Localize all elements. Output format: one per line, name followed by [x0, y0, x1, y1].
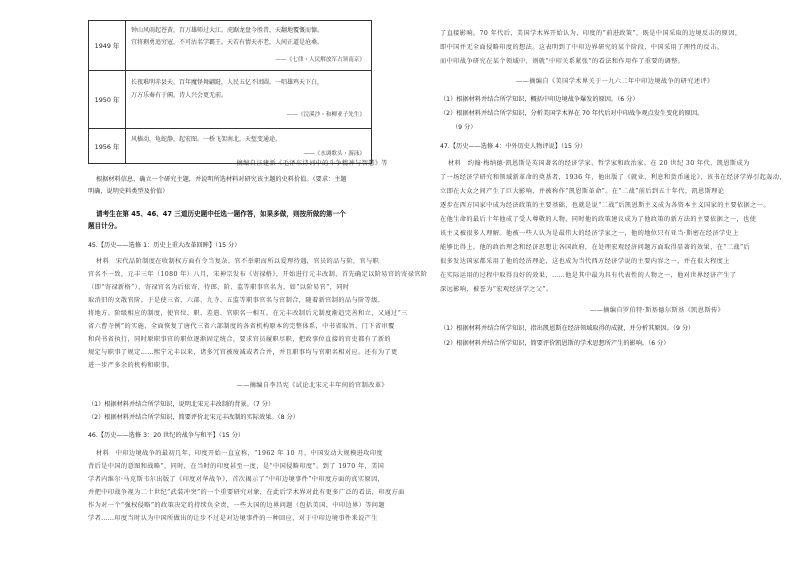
question-line: 根据材料信息，确立一个研究主题，并说明所选材料对研究该主题的史料价值。（要求：主题 [96, 176, 347, 183]
q47-material-line: 在实际运用的过程中取得良好的效果，……他是其中最为具有代表性的人物之一，他对世界经济产生了 [440, 272, 737, 279]
table-source: ——摘编自汪建新《毛泽东诗词中的斗争精神与智慧》等 [223, 160, 388, 167]
q46-material-line: 材料 中印边境战争的最初几年，印度开始一直宣称，“1962 年 10 月，中国发动大规模进攻印度 [96, 450, 384, 457]
q46-item: （9 分） [452, 124, 477, 131]
q45-material-line: 材料 宋代品阶制度在收制权方面有令当复杂。官不举职而所以爱理待遇，官员的品与阶，官与职 [96, 258, 380, 265]
q45-item: （2）根据材料并结合所学知识，简要评价北宋元丰改制的实际效果。（8 分） [88, 414, 299, 421]
q45-material-line: 规定与职事了规定……熙宁元丰以来，诸多冗官被废减或者合并，并且职事均与官职名相对应。还有为了更 [88, 349, 398, 356]
poem-table [88, 20, 372, 164]
q47-material-line: 材料 约翰·梅纳德·凯恩斯是英国著名的经济学家、哲学家和政治家。在 20 世纪 30 年代，凯恩斯成为 [448, 160, 750, 167]
q45-material-line: 取消旧的文散官阶。于是使三省、六部、九寺、五监等职事官名与官制合，随着新官制的品与阶等级， [88, 297, 385, 304]
poem-line: 长夜难明赤县天，百年魔怪舞翩跹，人民五亿不团圆。一唱雄鸡天下白， [131, 79, 324, 86]
poem-row [89, 71, 371, 129]
q45-material-line: （即“寄禄新格”），寄禄官名为后依寄、待郎、阶、监等职事官名为，如“以阶易官”，同时 [88, 284, 350, 291]
q46-material-line: 背后是中国的意图和战略”，同时，在当时的印度甚至一度，是“中国侵略印度”。到了 1970 年，美国 [88, 463, 385, 470]
poem-source: ——《水调歌头・游泳》 [303, 151, 365, 157]
poem-year: 1950 年 [89, 71, 126, 128]
q47-material-line: 了一场经济学研究和领域新革命的奠基者，1936 年，他出版了《就业、利息和货币通论》，该书在经济学界引起轰动， [440, 174, 786, 181]
q47-material-line: 深远影响，被誉为“宏观经济学之父”。 [440, 286, 553, 293]
q45-material-line: 省六曹寺例”的实施，全面恢复了唐代三省六部制度的各省机构原本的完整体系，中书省取旨、门下省审覆 [88, 323, 395, 330]
q47-material-line: 立即在大众之间产生了巨大影响，并被称作“凯恩斯革命”。在“二战”前后到五十年代，凯恩斯理论 [440, 188, 725, 195]
q47-source: ——摘编自罗伯特·斯基德尔斯基《凯恩斯传》 [590, 307, 725, 314]
q47-item: （1）根据材料并结合所学知识，指出凯恩斯在经济领域取得的成就，并分析其原因。（9 分） [440, 325, 695, 332]
q46-title: 46.【历史——选修 3：20 世纪的战争与和平】（15 分） [88, 432, 245, 439]
q45-source: ——摘编自李昌宪《试论北宋元丰年间的官制改革》 [236, 382, 388, 389]
q46-item: （1）根据材料并结合所学知识，概括中印边境战争爆发的原因。（6 分） [440, 96, 639, 103]
q47-material-line: 逐步在西方国家中成为经济政策的主要基础，也就是说“二战”后凯恩斯主义成为各资本主义国家的主要依据之一。 [440, 202, 770, 209]
instruction-line: 题目计分。 [88, 222, 121, 230]
q47-item: （2）根据材料并结合所学知识，简要评价凯恩斯的学术思想所产生的影响。（6 分） [440, 340, 670, 347]
q46-item: （2）根据材料并结合所学知识，分析美国学术界在 70 年代后对中印战争观点发生变化的原因。 [440, 110, 704, 117]
q46-material-line: 并把中印战争视为二十世纪“武装冲突”的一个重要研究对象，在此后学术界对此有更多广泛的看法，印度方面 [88, 489, 405, 496]
poem-row [89, 21, 371, 71]
q47-title: 47.【历史——选修 4：中外历史人物评说】（15 分） [440, 143, 587, 150]
poem-line: 钟山风雨起苍黄，百万雄师过大江。虎踞龙盘今胜昔，天翻地覆慨而慷。 [131, 27, 324, 34]
q46-material-line: 学者内维尔·马克斯韦尔出版了《印度对华战争》，首次揭示了“中印边境事件”中印度方面的真实原因， [88, 476, 385, 483]
q46-material-line: 作为对一个“强权侵略”的政策决定的持续负全责，一些大国的边界问题（包括美国、中印边界）等问题 [88, 502, 385, 509]
q47-material-line: 该主义被很多人理解。他被一些人认为是最伟大的经济学家之一，他的地位只有亚当·斯密在经济学史上 [440, 230, 739, 237]
poem-row [89, 129, 371, 163]
q47-material-line: 在他生命的最后十年他成了受人尊敬的人物，同时他的政策建议成为了他政策的新方法的主要依据之一，也使 [440, 216, 757, 223]
q45-material-line: 官名不一致，元丰三年（1080 年）八月，宋神宗发布《寄禄格》，开始进行元丰改制，首先确定以阶易官的寄禄官阶 [88, 271, 428, 278]
q47-material-line: 能够比得上。他的政治理念和经济思想让各国政府，在处理宏观经济问题方面取得显著的效果，在“二战”后 [440, 244, 751, 251]
poem-source: ——《浣溪沙・和柳亚子先生》 [286, 112, 365, 118]
q46-material-line: 学者……印度当时认为中国所做出的让步不过是对边境事件的一种回应，对于中印边境事件来说产生 [88, 515, 378, 522]
instruction-line: 请考生在第 45、46、47 三道历史题中任选一题作答，如果多做，则按所做的第一个 [96, 210, 346, 218]
q46-cont-source: ——摘编自《美国学术界关于一九六二年中印边境战争的研究述评》 [516, 78, 714, 85]
poem-year: 1949 年 [89, 21, 126, 70]
poem-line: 宜将剩勇追穷寇，不可沽名学霸王。天若有情天亦老，人间正道是沧桑。 [131, 39, 324, 46]
q46-cont-line: 而中印战争研究在某个领域中，则就“中印关系紧张”的看法和作用作了重要的调整。 [440, 58, 685, 65]
q46-cont-line: 即中国并无全面侵略印度的想法。这表明到了中印边界研究的某个阶段，中国采用了理性的反击。 [440, 44, 724, 51]
q47-material-line: 很多发达国家都采用了他的经济理论，这也成为当代西方经济学说的主要内容之一，并在很大程度上 [440, 258, 730, 265]
q45-material-line: 和尚书省执行，同时原职事官的职位逐渐固定统合，要求官员履职尽职，把政事位直接的官吏都有了新的 [88, 336, 392, 343]
poem-line: 风樯动，龟蛇静，起宏图。一桥飞架南北，天堑变通途。 [131, 136, 282, 143]
q45-title: 45.【历史——选修 1：历史上重大改革回眸】（15 分） [88, 242, 241, 249]
q45-item: （1）根据材料并结合所学知识，说明北宋元丰改制的背景。（7 分） [88, 401, 275, 408]
poem-source: ——《七律・人民解放军占领南京》 [275, 57, 365, 63]
q45-material-line: 进一步严多余的机构和职事。 [88, 362, 174, 369]
q45-material-line: 将地方、阶级相应的制度，使官位、职、差遣、官职名一相互。在元丰改制后元制度渐趋完善和立，又通过“三 [88, 310, 408, 317]
question-line: 明确，说明史料类型及价值） [88, 188, 169, 195]
q46-cont-line: 了直接影响。70 年代后，美国学术界开始认为，印度的“前进政策”，既是中国采取的边境反击的原因， [440, 30, 742, 37]
poem-year: 1956 年 [89, 129, 126, 163]
poem-line: 万方乐奏有于阗，诗人兴会更无前。 [131, 92, 228, 99]
